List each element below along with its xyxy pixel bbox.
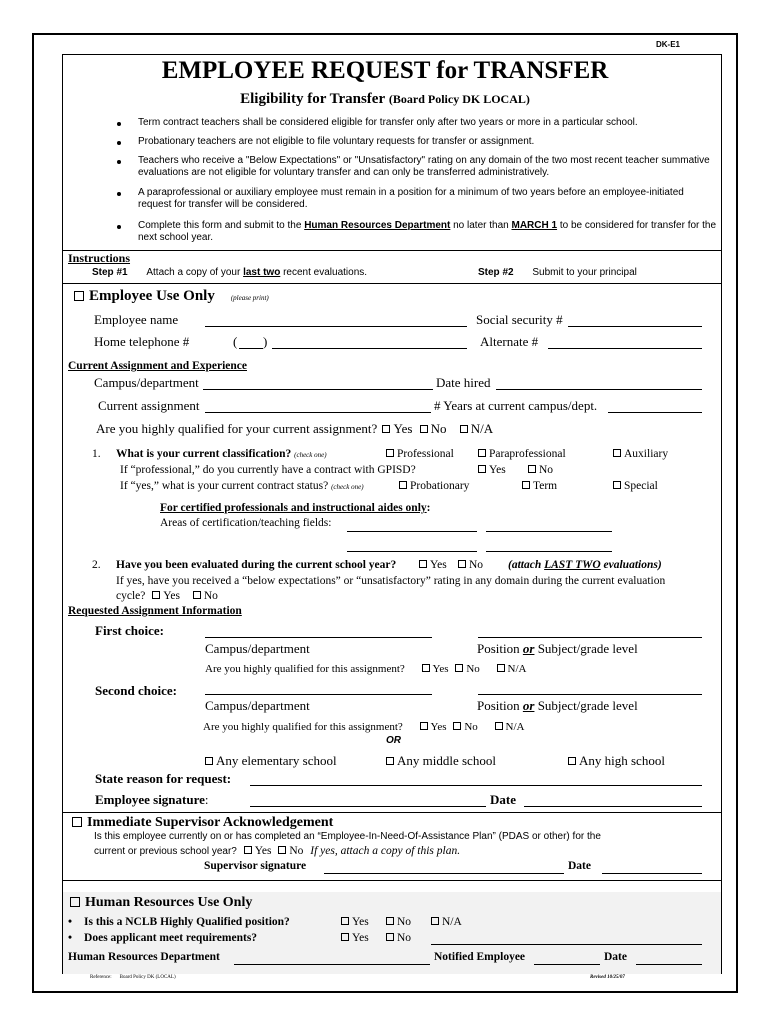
status-special[interactable]: Special [613, 480, 658, 492]
bullet-icon [117, 122, 121, 126]
first-campus-caption: Campus/department [205, 641, 310, 656]
checkbox-icon[interactable] [278, 846, 286, 854]
checkbox-icon[interactable] [152, 591, 160, 599]
current-assignment-label: Current assignment [98, 398, 200, 413]
bullet-icon [117, 141, 121, 145]
first-choice-label: First choice: [95, 623, 164, 638]
checkbox-icon[interactable] [419, 560, 427, 568]
employee-name-label: Employee name [94, 312, 179, 327]
checkbox-icon [72, 817, 82, 827]
q2-question: Have you been evaluated during the current school year? [116, 559, 397, 571]
subtitle-policy: (Board Policy DK LOCAL) [388, 92, 530, 106]
q2-no[interactable]: No [458, 559, 483, 571]
supervisor-signature-field[interactable] [324, 873, 564, 874]
employee-heading: Employee Use Only (please print) [74, 288, 269, 305]
q1-number: 1. [92, 448, 101, 460]
checkbox-icon[interactable] [522, 481, 530, 489]
step2: Step #2 Submit to your principal [478, 267, 637, 278]
hr-heading: Human Resources Use Only [70, 895, 252, 911]
second-hq-no[interactable]: No [453, 721, 477, 733]
certified-heading: For certified professionals and instructional aides only: [160, 502, 431, 514]
any-high-option[interactable]: Any high school [568, 753, 665, 769]
date-hired-label: Date hired [436, 375, 491, 390]
checkbox-icon[interactable] [341, 933, 349, 941]
first-campus-field[interactable] [205, 637, 432, 638]
areas-label: Areas of certification/teaching fields: [160, 517, 332, 529]
header-divider [62, 54, 722, 55]
employee-date-field[interactable] [524, 806, 702, 807]
area-code-field[interactable] [239, 348, 263, 349]
checkbox-icon[interactable] [386, 933, 394, 941]
class-paraprofessional[interactable]: Paraprofessional [478, 448, 566, 460]
plan-note: If yes, attach a copy of this plan. [310, 845, 461, 857]
hr-date-field[interactable] [636, 964, 702, 965]
plan-yes[interactable]: Yes [244, 845, 272, 857]
first-hq-no[interactable]: No [455, 663, 479, 675]
bullet-icon [117, 160, 121, 164]
checkbox-icon[interactable] [497, 664, 505, 672]
employee-divider [62, 283, 722, 284]
status-question: If “yes,” what is your current contract status? (check one) [120, 480, 364, 492]
nclb-row: • Is this a NCLB Highly Qualified position? [68, 916, 290, 928]
area-code-close: ) [263, 334, 268, 349]
employee-signature-field[interactable] [250, 806, 486, 807]
checkbox-icon[interactable] [478, 449, 486, 457]
years-field[interactable] [608, 412, 702, 413]
first-position-caption: Position or Subject/grade level [477, 641, 638, 656]
ssn-label: Social security # [476, 312, 563, 327]
second-hq-na[interactable]: N/A [495, 721, 525, 733]
meets-notes-field[interactable] [431, 944, 702, 945]
checkbox-icon[interactable] [386, 917, 394, 925]
subtitle: Eligibility for Transfer [240, 91, 386, 107]
checkbox-icon[interactable] [495, 722, 503, 730]
checkbox-icon [70, 897, 80, 907]
ssn-field[interactable] [568, 326, 702, 327]
years-label: # Years at current campus/dept. [434, 398, 598, 413]
checkbox-icon[interactable] [613, 449, 621, 457]
contract-yes[interactable]: Yes [478, 464, 506, 476]
employee-signature-label: Employee signature: [95, 792, 209, 807]
reason-label: State reason for request: [95, 771, 232, 786]
checkbox-icon[interactable] [244, 846, 252, 854]
supervisor-divider [62, 812, 722, 813]
checkbox-icon[interactable] [613, 481, 621, 489]
second-position-field[interactable] [478, 694, 702, 695]
form-code: DK-E1 [656, 40, 681, 49]
second-hq-question: Are you highly qualified for this assignment? Yes No N/A [203, 721, 525, 733]
campus-field[interactable] [203, 389, 433, 390]
checkbox-icon[interactable] [386, 757, 394, 765]
checkbox-icon[interactable] [528, 465, 536, 473]
checkbox-icon[interactable] [341, 917, 349, 925]
home-phone-label: Home telephone # [94, 334, 190, 349]
checkbox-icon[interactable] [386, 449, 394, 457]
bullet-item: Term contract teachers shall be considered eligible for transfer only after two years or more in a particular school. [138, 117, 718, 129]
checkbox-icon[interactable] [431, 917, 439, 925]
notified-label: Notified Employee [434, 951, 526, 963]
hr-divider [62, 880, 722, 881]
supervisor-question-line2: current or previous school year? Yes No If yes, attach a copy of this plan. [94, 845, 461, 857]
current-assignment-field[interactable] [205, 412, 431, 413]
second-choice-label: Second choice: [95, 683, 177, 698]
current-hq-no[interactable]: No [420, 421, 447, 436]
or-label: OR [386, 735, 401, 746]
checkbox-icon[interactable] [420, 425, 428, 433]
q2-followup: If yes, have you received a “below expectations” or “unsatisfactory” rating in any domain during the current evaluation [116, 575, 666, 587]
instructions-divider [62, 250, 722, 251]
bullet-item: Probationary teachers are not eligible to file voluntary requests for transfer or assignment. [138, 136, 718, 148]
checkbox-icon[interactable] [422, 664, 430, 672]
q2-attach-note: (attach LAST TWO evaluations) [508, 559, 662, 571]
checkbox-icon[interactable] [205, 757, 213, 765]
current-hq-question: Are you highly qualified for your current assignment? Yes No N/A [96, 421, 494, 436]
alternate-label: Alternate # [480, 334, 539, 349]
second-position-caption: Position or Subject/grade level [477, 698, 638, 713]
second-hq-yes[interactable]: Yes [420, 721, 447, 733]
first-position-field[interactable] [478, 637, 702, 638]
checkbox-icon[interactable] [568, 757, 576, 765]
second-campus-caption: Campus/department [205, 698, 310, 713]
checkbox-icon[interactable] [382, 425, 390, 433]
checkbox-icon [74, 291, 84, 301]
certification-field-4[interactable] [486, 551, 612, 552]
requested-heading: Requested Assignment Information [68, 605, 242, 617]
q2-yes[interactable]: Yes [419, 559, 447, 571]
employee-name-field[interactable] [205, 326, 467, 327]
footer-reference: Reference: Board Policy DK (LOCAL) [90, 975, 176, 980]
meets-yes[interactable]: Yes [341, 932, 369, 944]
any-elementary-option[interactable]: Any elementary school [205, 753, 337, 769]
checkbox-icon[interactable] [193, 591, 201, 599]
meets-no[interactable]: No [386, 932, 411, 944]
checkbox-icon[interactable] [453, 722, 461, 730]
bullet-icon [117, 225, 121, 229]
certification-field-2[interactable] [486, 531, 612, 532]
second-campus-field[interactable] [205, 694, 432, 695]
bullet-icon [117, 192, 121, 196]
alternate-phone-field[interactable] [548, 348, 702, 349]
current-heading: Current Assignment and Experience [68, 360, 247, 372]
checkbox-icon[interactable] [399, 481, 407, 489]
footer-revised: Revised 10/25/07 [590, 975, 625, 980]
hr-dept-label: Human Resources Department [68, 951, 220, 963]
instructions-heading: Instructions [68, 251, 131, 265]
date-hired-field[interactable] [496, 389, 702, 390]
checkbox-icon[interactable] [460, 425, 468, 433]
supervisor-date-field[interactable] [602, 873, 702, 874]
status-term[interactable]: Term [522, 480, 557, 492]
contract-question: If “professional,” do you currently have a contract with GPISD? [120, 464, 416, 476]
reason-field[interactable] [250, 785, 702, 786]
supervisor-signature-label: Supervisor signature [204, 860, 307, 872]
bullet-item: Teachers who receive a "Below Expectations" or "Unsatisfactory" rating on any domain of the two most recent teacher summative evaluations are not eligible for voluntary transfer and can only be transferred administratively. [138, 155, 718, 179]
status-probationary[interactable]: Probationary [399, 480, 469, 492]
class-professional[interactable]: Professional [386, 448, 454, 460]
current-hq-na[interactable]: N/A [460, 421, 493, 436]
certification-field-3[interactable] [347, 551, 477, 552]
supervisor-heading: Immediate Supervisor Acknowledgement [72, 815, 333, 831]
nclb-na[interactable]: N/A [431, 916, 462, 928]
nclb-no[interactable]: No [386, 916, 411, 928]
rating-yes[interactable]: Yes [152, 590, 180, 602]
certification-field-1[interactable] [347, 531, 477, 532]
area-code-open: ( [233, 334, 238, 349]
step1: Step #1 Attach a copy of your last two recent evaluations. [92, 267, 368, 278]
checkbox-icon[interactable] [458, 560, 466, 568]
page-title: EMPLOYEE REQUEST for TRANSFER [161, 57, 609, 84]
supervisor-date-label: Date [568, 860, 591, 872]
any-middle-option[interactable]: Any middle school [386, 753, 496, 769]
checkbox-icon[interactable] [478, 465, 486, 473]
rating-no[interactable]: No [193, 590, 218, 602]
q2-number: 2. [92, 559, 101, 571]
bullet-item: A paraprofessional or auxiliary employee must remain in a position for a minimum of two years before an employee-initiated request for transfer will be considered. [138, 187, 718, 211]
subtitle-line [0, 91, 770, 108]
bullet-item: Complete this form and submit to the Human Resources Department no later than MARCH 1 to be considered for transfer for the next school year. [138, 220, 718, 244]
class-auxiliary[interactable]: Auxiliary [613, 448, 668, 460]
notified-field[interactable] [534, 964, 600, 965]
checkbox-icon[interactable] [455, 664, 463, 672]
hr-dept-field[interactable] [234, 964, 430, 965]
q2-followup-line2: cycle? Yes No [116, 590, 218, 602]
checkbox-icon[interactable] [420, 722, 428, 730]
employee-date-label: Date [490, 792, 516, 807]
campus-label: Campus/department [94, 375, 199, 390]
nclb-yes[interactable]: Yes [341, 916, 369, 928]
q1-question: What is your current classification? (check one) [116, 448, 327, 460]
first-hq-na[interactable]: N/A [497, 663, 527, 675]
hr-date-label: Date [604, 951, 627, 963]
contract-no[interactable]: No [528, 464, 553, 476]
current-hq-yes[interactable]: Yes [382, 421, 412, 436]
home-phone-field[interactable] [272, 348, 467, 349]
plan-no[interactable]: No [278, 845, 303, 857]
supervisor-question: Is this employee currently on or has completed an “Employee-In-Need-Of-Assistance Plan” (PDAS or other) for the [94, 831, 601, 842]
meets-row: • Does applicant meet requirements? [68, 932, 258, 944]
first-hq-yes[interactable]: Yes [422, 663, 449, 675]
first-hq-question: Are you highly qualified for this assignment? Yes No N/A [205, 663, 527, 675]
